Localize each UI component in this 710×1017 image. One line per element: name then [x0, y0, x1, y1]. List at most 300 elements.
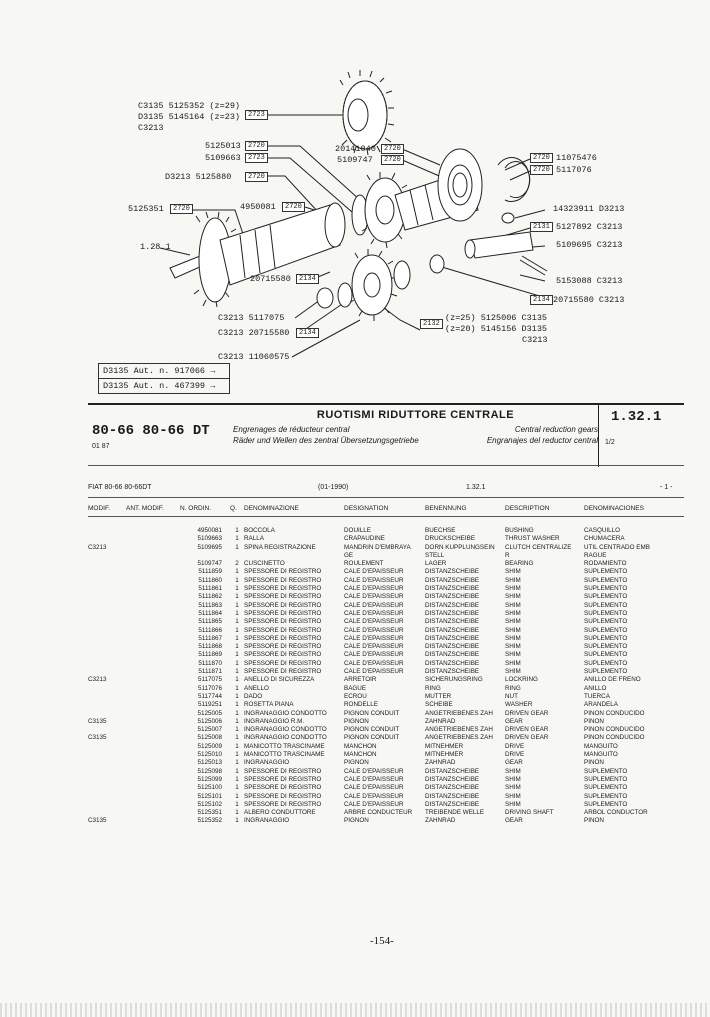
cell-part-number: 5125006 — [197, 717, 222, 725]
cell-part-number: 4950081 — [197, 527, 222, 534]
cell-qty: 1 — [235, 701, 239, 709]
cell-name-en: SHIM — [505, 568, 521, 576]
cell-modif — [88, 577, 126, 585]
cell-name-de: SCHEIBE — [425, 701, 453, 709]
cell-name-es: RAGUE — [584, 551, 607, 559]
parts-table — [88, 527, 684, 826]
cell-part-number: 5117744 — [197, 692, 222, 700]
cell-part-number: 5111870 — [198, 659, 222, 667]
subtitle-en: Central reduction gears — [514, 425, 598, 434]
subtitle-es: Engranajes del reductor central — [486, 436, 598, 445]
cell-name-it: SPESSORE DI REGISTRO — [244, 618, 322, 626]
cell-name-de: DISTANZSCHEIBE — [425, 668, 480, 676]
subtitle-de: Räder und Wellen des zentral Übersetzungsgetriebe — [233, 436, 419, 445]
cell-name-de: STELL — [425, 551, 445, 559]
ref-box: 2134 — [296, 274, 319, 284]
cell-name-de: DISTANZSCHEIBE — [425, 659, 480, 667]
callout-5109695: 5109695 C3213 — [556, 240, 623, 250]
cell-name-en: THRUST WASHER — [505, 535, 560, 543]
cell-name-it: CUSCINETTO — [244, 560, 285, 568]
cell-name-en: DRIVING SHAFT — [505, 809, 554, 817]
pin-drawing — [470, 232, 533, 258]
cell-qty: 1 — [235, 692, 239, 700]
cell-name-it: MANICOTTO TRASCINAME — [244, 742, 325, 750]
cell-name-fr: MANCHON — [344, 742, 377, 750]
cell-modif — [88, 710, 126, 718]
cell-name-fr: CALE D'EPAISSEUR — [344, 643, 404, 651]
cell-qty: 1 — [235, 618, 239, 626]
cell-name-fr: CALE D'EPAISSEUR — [344, 609, 404, 617]
cell-name-it: INGRANAGGIO CONDOTTO — [244, 734, 327, 742]
col-n-ordin: N. ORDIN. — [180, 505, 212, 512]
table-row — [88, 793, 684, 801]
cell-name-es: SUPLEMENTO — [584, 626, 628, 634]
cell-ant-modif — [126, 651, 180, 659]
table-row — [88, 577, 684, 585]
cell-qty: 1 — [235, 792, 239, 800]
cell-part-number: 5119251 — [197, 701, 222, 709]
cell-part-number: 5125351 — [197, 809, 222, 817]
cell-name-es: SUPLEMENTO — [584, 668, 628, 676]
lower-gear-drawing — [317, 249, 410, 321]
section-number-box — [598, 405, 685, 467]
cell-name-fr: CRAPAUDINE — [344, 535, 385, 543]
section-title: RUOTISMI RIDUTTORE CENTRALE — [316, 409, 515, 421]
cell-name-de: ANGETRIEBENES ZAH — [425, 734, 493, 742]
cell-name-es: PINON CONDUCIDO — [584, 709, 645, 717]
cell-name-en: SHIM — [505, 775, 521, 783]
cell-name-es: CASQUILLO — [584, 527, 621, 534]
cell-qty: 1 — [235, 784, 239, 792]
callout-11060575: C3213 11060575 — [218, 352, 290, 362]
table-row — [88, 751, 684, 759]
cell-ant-modif — [126, 544, 180, 552]
cell-qty: 1 — [235, 809, 239, 817]
table-row — [88, 701, 684, 709]
cell-name-en: SHIM — [505, 784, 521, 792]
cell-ant-modif — [126, 817, 180, 825]
cell-modif: C3135 — [88, 734, 107, 742]
listing-page: - 1 - — [660, 484, 673, 491]
cell-name-it: SPESSORE DI REGISTRO — [244, 659, 322, 667]
cell-name-de: DORN KUPPLUNGSEIN — [425, 543, 495, 551]
cell-part-number: 5125010 — [197, 751, 222, 759]
cell-qty: 1 — [235, 535, 239, 543]
cell-qty: 1 — [235, 601, 239, 609]
table-row — [88, 618, 684, 626]
callout-5125351: 5125351 — [128, 204, 164, 214]
col-description: DESCRIPTION — [505, 505, 550, 512]
cell-name-de: DISTANZSCHEIBE — [425, 767, 480, 775]
model-codes: 80-66 80-66 DT — [92, 423, 210, 439]
table-row — [88, 602, 684, 610]
cell-name-en: DRIVE — [505, 751, 525, 759]
cell-name-fr: ARRETOIR — [344, 676, 377, 684]
cell-ant-modif — [126, 718, 180, 726]
cell-modif — [88, 743, 126, 751]
ref-box: 2720 — [245, 172, 268, 182]
cell-name-es: UTIL CENTRADO EMB — [584, 543, 650, 551]
table-row — [88, 552, 684, 560]
divider — [88, 465, 684, 466]
cell-name-en: SHIM — [505, 618, 521, 626]
callout-5109663: 5109663 — [205, 153, 241, 163]
table-row — [88, 743, 684, 751]
listing-section: 1.32.1 — [466, 484, 486, 491]
cell-ant-modif — [126, 635, 180, 643]
col-ant-modif: ANT. MODIF. — [126, 505, 164, 512]
page-number: -154- — [370, 935, 394, 947]
table-row — [88, 676, 684, 684]
col-benennung: BENENNUNG — [425, 505, 467, 512]
cell-name-it: SPESSORE DI REGISTRO — [244, 626, 322, 634]
cell-name-es: SUPLEMENTO — [584, 593, 628, 601]
cell-ant-modif — [126, 627, 180, 635]
callout-20715580: 20715580 — [250, 274, 291, 284]
cell-name-fr: CALE D'EPAISSEUR — [344, 651, 404, 659]
ref-box: 2720 — [282, 202, 305, 212]
cell-name-it: INGRANAGGIO R.M. — [244, 717, 305, 725]
cell-name-es: ANILLO DE FRENO — [584, 676, 641, 684]
callout-5153088: 5153088 C3213 — [556, 276, 623, 286]
table-row — [88, 527, 684, 535]
cell-modif — [88, 701, 126, 709]
cell-name-es: SUPLEMENTO — [584, 767, 628, 775]
col-denominaciones: DENOMINACIONES — [584, 505, 644, 512]
cell-name-es: MANGUITO — [584, 742, 618, 750]
cell-name-en: NUT — [505, 692, 518, 700]
cell-name-it: SPESSORE DI REGISTRO — [244, 792, 322, 800]
cell-name-it: ROSETTA PIANA — [244, 701, 294, 709]
cell-name-it: INGRANAGGIO — [244, 759, 290, 767]
callout-lower-gear-z20: (z=20) 5145156 D3135 — [445, 324, 548, 334]
cell-name-de: SICHERUNGSRING — [425, 676, 483, 684]
cell-name-es: SUPLEMENTO — [584, 568, 628, 576]
cell-name-de: ZAHNRAD — [425, 717, 456, 725]
cell-modif — [88, 726, 126, 734]
cell-name-de: DISTANZSCHEIBE — [425, 601, 480, 609]
cell-qty: 1 — [235, 742, 239, 750]
cell-name-it: INGRANAGGIO CONDOTTO — [244, 709, 327, 717]
table-row — [88, 643, 684, 651]
table-row — [88, 718, 684, 726]
cell-name-it: SPINA REGISTRAZIONE — [244, 543, 316, 551]
callout-5109747: 5109747 — [337, 155, 373, 165]
cell-name-it: INGRANAGGIO — [244, 817, 290, 825]
table-row — [88, 809, 684, 817]
cell-name-en: GEAR — [505, 817, 523, 825]
section-number: 1.32.1 — [611, 409, 662, 425]
cell-part-number: 5125013 — [197, 759, 222, 767]
cell-qty: 1 — [235, 717, 239, 725]
divider — [88, 497, 684, 498]
cell-modif — [88, 660, 126, 668]
cell-name-fr: GE — [344, 551, 354, 559]
cell-name-de: RING — [425, 684, 441, 692]
cell-name-de: DRUCKSCHEIBE — [425, 535, 476, 543]
cell-name-en: LOCKRING — [505, 676, 538, 684]
cell-modif — [88, 793, 126, 801]
cell-qty: 1 — [235, 759, 239, 767]
cell-name-fr: ARBRE CONDUCTEUR — [344, 809, 413, 817]
cell-qty: 1 — [235, 527, 239, 534]
cell-qty: 1 — [235, 651, 239, 659]
cell-modif — [88, 693, 126, 701]
cell-part-number: 5125101 — [197, 792, 222, 800]
cell-name-it: ANELLO — [244, 684, 269, 692]
cell-name-en: CLUTCH CENTRALIZE — [505, 543, 572, 551]
cell-part-number: 5111860 — [198, 576, 222, 584]
cell-ant-modif — [126, 751, 180, 759]
cell-ant-modif — [126, 643, 180, 651]
cell-name-es: PINON — [584, 759, 604, 767]
cell-name-de: DISTANZSCHEIBE — [425, 626, 480, 634]
table-row — [88, 568, 684, 576]
cell-part-number: 5125007 — [197, 726, 222, 734]
cell-name-fr: ECROU — [344, 692, 367, 700]
ref-box: 2134 — [296, 328, 319, 338]
subtitle-fr: Engrenages de réducteur central — [233, 425, 350, 434]
cell-name-de: TREIBENDE WELLE — [425, 809, 485, 817]
callout-20715580-c3213: C3213 20715580 — [218, 328, 290, 338]
cell-modif — [88, 585, 126, 593]
cell-name-it: SPESSORE DI REGISTRO — [244, 585, 322, 593]
cell-part-number: 5125099 — [197, 775, 222, 783]
table-row — [88, 734, 684, 742]
section-title-block — [233, 409, 598, 446]
table-row — [88, 560, 684, 568]
cell-modif — [88, 751, 126, 759]
ref-box: 2720 — [245, 141, 268, 151]
cell-name-fr: PIGNON — [344, 759, 369, 767]
cell-name-it: SPESSORE DI REGISTRO — [244, 609, 322, 617]
cell-name-it: SPESSORE DI REGISTRO — [244, 668, 322, 676]
cell-ant-modif — [126, 527, 180, 535]
cell-part-number: 5111866 — [198, 626, 222, 634]
callout-top-gear-mod: C3213 — [138, 123, 164, 133]
cell-modif — [88, 552, 126, 560]
callout-20141040: 20141040 — [335, 144, 376, 154]
cell-name-it: SPESSORE DI REGISTRO — [244, 576, 322, 584]
cell-qty: 1 — [235, 684, 239, 692]
table-row — [88, 651, 684, 659]
cell-name-de: DISTANZSCHEIBE — [425, 618, 480, 626]
cell-name-de: DISTANZSCHEIBE — [425, 568, 480, 576]
cell-ant-modif — [126, 759, 180, 767]
ref-box: 2723 — [245, 110, 268, 120]
cell-part-number: 5117076 — [197, 684, 222, 692]
table-row — [88, 726, 684, 734]
cell-qty: 1 — [235, 800, 239, 808]
cell-name-es: SUPLEMENTO — [584, 800, 628, 808]
cell-qty: 1 — [235, 676, 239, 684]
table-row — [88, 710, 684, 718]
cell-ant-modif — [126, 560, 180, 568]
callout-4950081: 4950081 — [240, 202, 276, 212]
cell-name-es: PINON — [584, 817, 604, 825]
cell-qty: 1 — [235, 543, 239, 551]
cell-part-number: 5125009 — [197, 742, 222, 750]
cell-name-fr: BAGUE — [344, 684, 367, 692]
cell-name-es: SUPLEMENTO — [584, 659, 628, 667]
ref-box: 2131 — [530, 222, 553, 232]
cell-part-number: 5125100 — [197, 784, 222, 792]
cell-qty: 1 — [235, 626, 239, 634]
cell-part-number: 5125102 — [197, 800, 222, 808]
table-row — [88, 817, 684, 825]
cell-name-es: ARANDELA — [584, 701, 618, 709]
cell-name-es: SUPLEMENTO — [584, 634, 628, 642]
table-row — [88, 593, 684, 601]
cell-name-fr: CALE D'EPAISSEUR — [344, 601, 404, 609]
cell-name-en: SHIM — [505, 659, 521, 667]
table-row — [88, 544, 684, 552]
cell-qty: 1 — [235, 767, 239, 775]
cell-qty: 1 — [235, 775, 239, 783]
cell-name-it: SPESSORE DI REGISTRO — [244, 784, 322, 792]
cell-name-it: SPESSORE DI REGISTRO — [244, 593, 322, 601]
cell-name-en: SHIM — [505, 601, 521, 609]
cell-ant-modif — [126, 693, 180, 701]
cell-name-it: RALLA — [244, 535, 264, 543]
cell-name-en: RING — [505, 684, 521, 692]
cell-name-de: DISTANZSCHEIBE — [425, 593, 480, 601]
table-row — [88, 768, 684, 776]
cell-name-de: DISTANZSCHEIBE — [425, 651, 480, 659]
cell-modif: C3213 — [88, 543, 107, 551]
cell-name-it: SPESSORE DI REGISTRO — [244, 643, 322, 651]
cell-name-fr: RONDELLE — [344, 701, 378, 709]
table-row — [88, 635, 684, 643]
cell-part-number: 5111863 — [198, 601, 222, 609]
cell-ant-modif — [126, 668, 180, 676]
cell-modif — [88, 602, 126, 610]
cell-name-it: ANELLO DI SICUREZZA — [244, 676, 315, 684]
cell-modif — [88, 627, 126, 635]
cell-name-de: ANGETRIEBENES ZAH — [425, 709, 493, 717]
cell-part-number: 5111871 — [198, 668, 222, 676]
cell-name-en: GEAR — [505, 759, 523, 767]
cell-name-en: SHIM — [505, 651, 521, 659]
cell-name-es: SUPLEMENTO — [584, 585, 628, 593]
cell-part-number: 5111859 — [198, 568, 222, 576]
listing-model: FIAT 80-66 80-66DT — [88, 484, 152, 491]
cell-name-fr: PIGNON CONDUIT — [344, 734, 400, 742]
callout-5125013: 5125013 — [205, 141, 241, 151]
cell-modif: C3135 — [88, 717, 107, 725]
cell-modif — [88, 768, 126, 776]
cell-name-de: MITNEHMER — [425, 742, 464, 750]
cell-qty: 1 — [235, 576, 239, 584]
cell-ant-modif — [126, 809, 180, 817]
cell-name-es: CHUMACERA — [584, 535, 625, 543]
parts-table-body — [88, 527, 684, 826]
cell-modif — [88, 685, 126, 693]
cell-name-fr: CALE D'EPAISSEUR — [344, 576, 404, 584]
cell-name-en: SHIM — [505, 767, 521, 775]
ref-box: 2132 — [420, 319, 443, 329]
cell-name-es: MANGUITO — [584, 751, 618, 759]
cell-ant-modif — [126, 676, 180, 684]
cell-ant-modif — [126, 776, 180, 784]
ref-box: 2720 — [170, 204, 193, 214]
cell-name-fr: CALE D'EPAISSEUR — [344, 618, 404, 626]
cell-name-en: SHIM — [505, 585, 521, 593]
cell-name-it: ALBERO CONDUTTORE — [244, 809, 316, 817]
ref-box: 2720 — [530, 153, 553, 163]
table-row — [88, 668, 684, 676]
table-row — [88, 585, 684, 593]
cell-ant-modif — [126, 685, 180, 693]
cell-name-it: SPESSORE DI REGISTRO — [244, 767, 322, 775]
cell-ant-modif — [126, 701, 180, 709]
cell-modif — [88, 668, 126, 676]
cell-name-it: SPESSORE DI REGISTRO — [244, 568, 322, 576]
cell-modif — [88, 618, 126, 626]
cell-part-number: 5109695 — [197, 543, 222, 551]
cell-ant-modif — [126, 577, 180, 585]
cell-qty: 1 — [235, 751, 239, 759]
cell-name-es: PINON CONDUCIDO — [584, 734, 645, 742]
ref-box: 2723 — [245, 153, 268, 163]
cell-modif — [88, 568, 126, 576]
cell-name-en: BEARING — [505, 560, 534, 568]
callout-top-gear-z29: C3135 5125352 (z=29) — [138, 101, 241, 111]
cell-name-en: SHIM — [505, 643, 521, 651]
cell-name-en: DRIVE — [505, 742, 525, 750]
cell-name-en: SHIM — [505, 626, 521, 634]
cell-modif — [88, 776, 126, 784]
cell-name-it: SPESSORE DI REGISTRO — [244, 651, 322, 659]
table-row — [88, 685, 684, 693]
callout-11075476: 11075476 — [556, 153, 597, 163]
cell-name-fr: CALE D'EPAISSEUR — [344, 800, 404, 808]
cell-name-de: DISTANZSCHEIBE — [425, 800, 480, 808]
callout-5117075: C3213 5117075 — [218, 313, 285, 323]
cell-ant-modif — [126, 793, 180, 801]
cell-name-en: SHIM — [505, 792, 521, 800]
scan-edge — [0, 1003, 710, 1017]
cell-name-en: SHIM — [505, 668, 521, 676]
cell-name-fr: CALE D'EPAISSEUR — [344, 775, 404, 783]
cell-name-es: PINON CONDUCIDO — [584, 726, 645, 734]
cell-name-en: SHIM — [505, 634, 521, 642]
rod-drawing — [520, 256, 547, 275]
ref-box: 2720 — [381, 144, 404, 154]
cell-name-it: SPESSORE DI REGISTRO — [244, 775, 322, 783]
table-row — [88, 784, 684, 792]
cell-name-en: R — [505, 551, 510, 559]
cell-ant-modif — [126, 710, 180, 718]
cell-qty: 1 — [235, 709, 239, 717]
cell-modif — [88, 801, 126, 809]
cell-modif — [88, 784, 126, 792]
cell-ant-modif — [126, 552, 180, 560]
cell-name-fr: ROULEMENT — [344, 560, 384, 568]
cell-name-es: TUERCA — [584, 692, 610, 700]
cell-name-it: INGRANAGGIO CONDOTTO — [244, 726, 327, 734]
col-modif: MODIF. — [88, 505, 111, 512]
cell-name-de: DISTANZSCHEIBE — [425, 634, 480, 642]
note-item: D3135 Aut. n. 917066 → — [99, 364, 229, 379]
top-gear-drawing — [340, 70, 394, 155]
cell-name-es: RODAMIENTO — [584, 560, 627, 568]
cell-name-de: LAGER — [425, 560, 447, 568]
cell-name-es: SUPLEMENTO — [584, 609, 628, 617]
cell-modif — [88, 643, 126, 651]
callout-1-28-1: 1.28.1 — [140, 242, 171, 252]
cell-name-es: SUPLEMENTO — [584, 775, 628, 783]
